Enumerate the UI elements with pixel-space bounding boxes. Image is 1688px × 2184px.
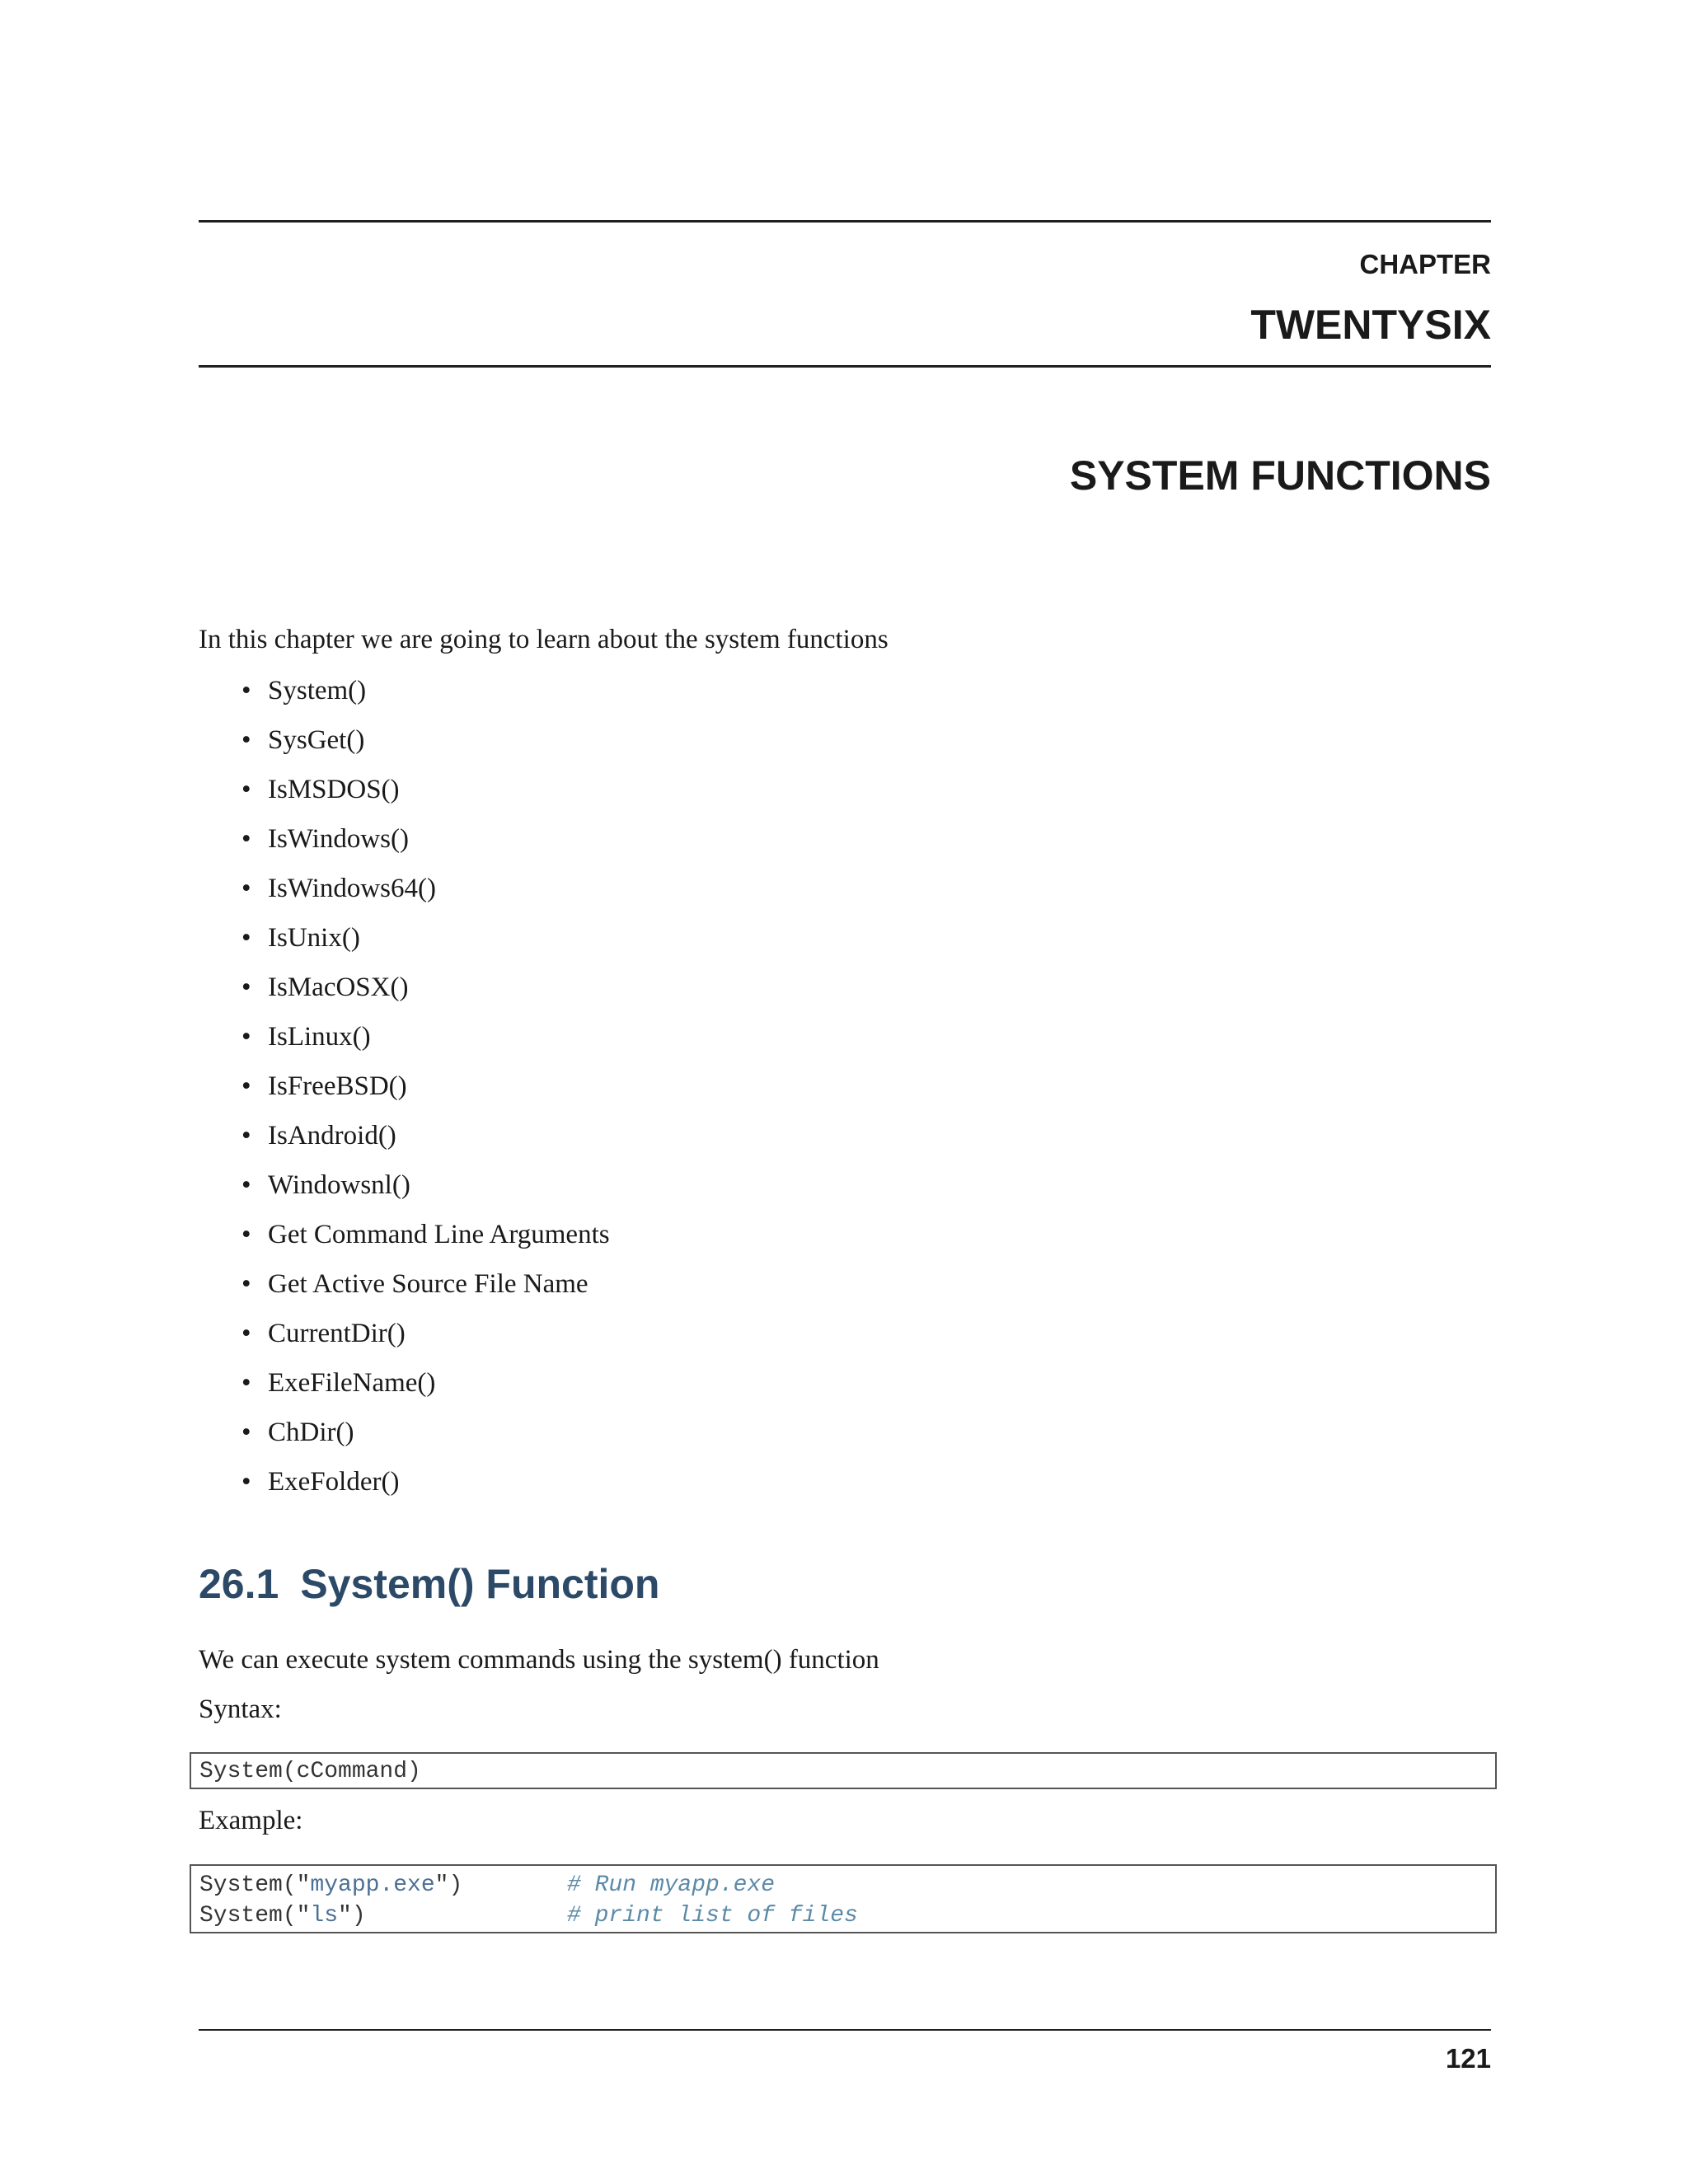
- list-item: • Windowsnl(): [199, 1160, 610, 1210]
- list-item: • IsWindows(): [199, 814, 610, 864]
- chapter-bottom-rule: [199, 365, 1491, 368]
- list-item: • System(): [199, 666, 610, 715]
- chapter-label: CHAPTER: [1359, 249, 1491, 279]
- list-item: • IsAndroid(): [199, 1111, 610, 1160]
- list-item: • IsUnix(): [199, 913, 610, 963]
- intro-paragraph: In this chapter we are going to learn about the system functions: [199, 625, 889, 654]
- list-item: • ChDir(): [199, 1408, 610, 1457]
- example-code-block: [190, 1864, 1497, 1933]
- code-text: "): [434, 1872, 463, 1898]
- code-text: "): [338, 1903, 366, 1929]
- list-item: • SysGet(): [199, 715, 610, 765]
- code-string: ls: [310, 1903, 339, 1929]
- section-description: We can execute system commands using the system() function: [199, 1645, 879, 1675]
- list-item: • IsWindows64(): [199, 864, 610, 913]
- section-heading: [199, 1560, 659, 1608]
- list-item: • IsFreeBSD(): [199, 1062, 610, 1111]
- function-list: [199, 666, 610, 1507]
- code-text: System(": [199, 1903, 311, 1929]
- page-number: 121: [1445, 2043, 1491, 2074]
- list-item: • Get Command Line Arguments: [199, 1210, 610, 1259]
- code-text: System(": [199, 1872, 311, 1898]
- syntax-code-block: [190, 1752, 1497, 1789]
- chapter-top-rule: [199, 220, 1491, 223]
- example-label: Example:: [199, 1806, 303, 1835]
- section-title: System() Function: [300, 1561, 660, 1607]
- code-comment: # print list of files: [567, 1903, 858, 1929]
- code-comment: # Run myapp.exe: [567, 1872, 776, 1898]
- list-item: • IsMSDOS(): [199, 765, 610, 814]
- list-item: • CurrentDir(): [199, 1309, 610, 1358]
- footer-rule: [199, 2029, 1491, 2031]
- list-item: • ExeFileName(): [199, 1358, 610, 1408]
- list-item: • IsMacOSX(): [199, 963, 610, 1012]
- code-line: [199, 1900, 1487, 1931]
- list-item: • Get Active Source File Name: [199, 1259, 610, 1309]
- code-string: myapp.exe: [310, 1872, 435, 1898]
- list-item: • ExeFolder(): [199, 1457, 610, 1507]
- list-item: • IsLinux(): [199, 1012, 610, 1062]
- syntax-label: Syntax:: [199, 1694, 282, 1724]
- code-line: System(cCommand): [199, 1759, 421, 1784]
- code-line: [199, 1870, 1487, 1900]
- chapter-title: SYSTEM FUNCTIONS: [1069, 452, 1491, 499]
- section-number: 26.1: [199, 1561, 279, 1607]
- chapter-number: TWENTYSIX: [1250, 302, 1491, 348]
